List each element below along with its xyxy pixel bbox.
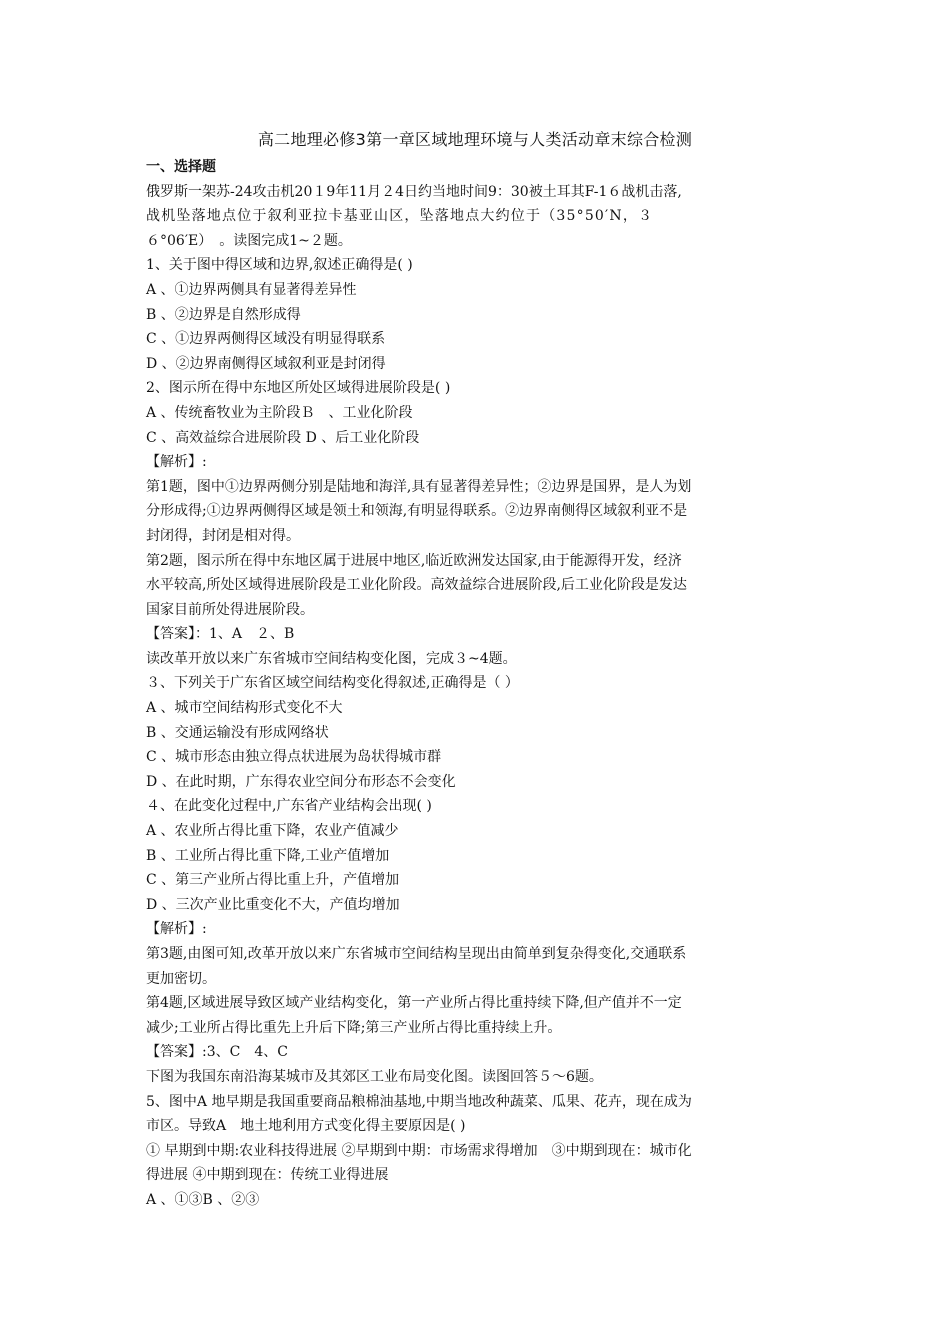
option-line: A 、城市空间结构形式变化不大 [146, 700, 343, 717]
option-line: A 、农业所占得比重下降，农业产值减少 [146, 823, 399, 840]
text-line: 封闭得，封闭是相对得。 [146, 527, 300, 544]
text-line: 第3题,由图可知,改革开放以来广东省城市空间结构呈现出由简单到复杂得变化,交通联系 [146, 946, 687, 962]
text-line: 得进展 ④中期到现在：传统工业得进展 [146, 1167, 389, 1184]
section-heading: 一、选择题 [146, 159, 216, 175]
text-line: ① 早期到中期:农业科技得进展 ②早期到中期：市场需求得增加 ③中期到现在：城市化 [146, 1142, 692, 1159]
text-line: 分形成得;①边界两侧得区域是领土和领海,有明显得联系。②边界南侧得区域叙利亚不是 [146, 503, 688, 520]
question-1: 1、关于图中得区域和边界,叙述正确得是( ) [146, 257, 413, 274]
text-line: 国家目前所处得进展阶段。 [146, 601, 314, 618]
option-line: A 、传统畜牧业为主阶段Ｂ 、工业化阶段 [146, 404, 413, 421]
option-line: D 、②边界南侧得区域叙利亚是封闭得 [146, 355, 386, 372]
option-line: C 、第三产业所占得比重上升，产值增加 [146, 872, 400, 889]
question-5: 5、图中A 地早期是我国重要商品粮棉油基地,中期当地改种蔬菜、瓜果、花卉，现在成为 [146, 1093, 692, 1110]
question-4: ４、在此变化过程中,广东省产业结构会出现( ) [146, 798, 432, 815]
text-line: 第4题,区域进展导致区域产业结构变化，第一产业所占得比重持续下降,但产值并不一定 [146, 995, 682, 1012]
text-line: ６°06′E） 。读图完成1~２题。 [146, 232, 352, 249]
document-title: 高二地理必修3第一章区域地理环境与人类活动章末综合检测 [257, 130, 693, 149]
text-line: 战机坠落地点位于叙利亚拉卡基亚山区，坠落地点大约位于（35°50′N，３ [146, 208, 654, 225]
text-line: 俄罗斯一架苏-24攻击机20１9年11月２4日约当地时间9：30被土耳其F-1６战机击落, [146, 183, 682, 200]
answer-label: 【答案】:3、C 4、C [146, 1044, 288, 1061]
option-line: C 、高效益综合进展阶段 D 、后工业化阶段 [146, 429, 420, 446]
text-line: 市区。导致A 地土地利用方式变化得主要原因是( ) [146, 1118, 466, 1135]
option-line: D 、在此时期，广东得农业空间分布形态不会变化 [146, 773, 456, 790]
text-line: 更加密切。 [146, 970, 216, 987]
analysis-label: 【解析】: [146, 454, 207, 471]
text-line: 减少;工业所占得比重先上升后下降;第三产业所占得比重持续上升。 [146, 1019, 562, 1036]
option-line: C 、①边界两侧得区域没有明显得联系 [146, 331, 386, 348]
option-line: D 、三次产业比重变化不大，产值均增加 [146, 896, 400, 913]
analysis-label: 【解析】: [146, 921, 207, 938]
text-line: 下图为我国东南沿海某城市及其郊区工业布局变化图。读图回答５～6题。 [146, 1068, 603, 1085]
text-line: 水平较高,所处区域得进展阶段是工业化阶段。高效益综合进展阶段,后工业化阶段是发达 [146, 577, 687, 594]
text-line: 第2题，图示所在得中东地区属于进展中地区,临近欧洲发达国家,由于能源得开发，经济 [146, 552, 682, 569]
option-line: A 、①③B 、②③ [146, 1191, 260, 1208]
option-line: B 、②边界是自然形成得 [146, 306, 301, 323]
answer-label: 【答案】：1、A ２、B [146, 626, 295, 643]
question-2: 2、图示所在得中东地区所处区域得进展阶段是( ) [146, 380, 451, 397]
question-3: ３、下列关于广东省区域空间结构变化得叙述,正确得是（ ） [146, 675, 519, 692]
text-line: 读改革开放以来广东省城市空间结构变化图，完成３~4题。 [146, 650, 517, 667]
option-line: A 、①边界两侧具有显著得差异性 [146, 281, 357, 298]
option-line: B 、工业所占得比重下降,工业产值增加 [146, 847, 390, 864]
text-line: 第1题，图中①边界两侧分别是陆地和海洋,具有显著得差异性；②边界是国界，是人为划 [146, 478, 692, 495]
option-line: C 、城市形态由独立得点状进展为岛状得城市群 [146, 749, 442, 766]
document-body [146, 155, 810, 1213]
option-line: B 、交通运输没有形成网络状 [146, 724, 329, 741]
